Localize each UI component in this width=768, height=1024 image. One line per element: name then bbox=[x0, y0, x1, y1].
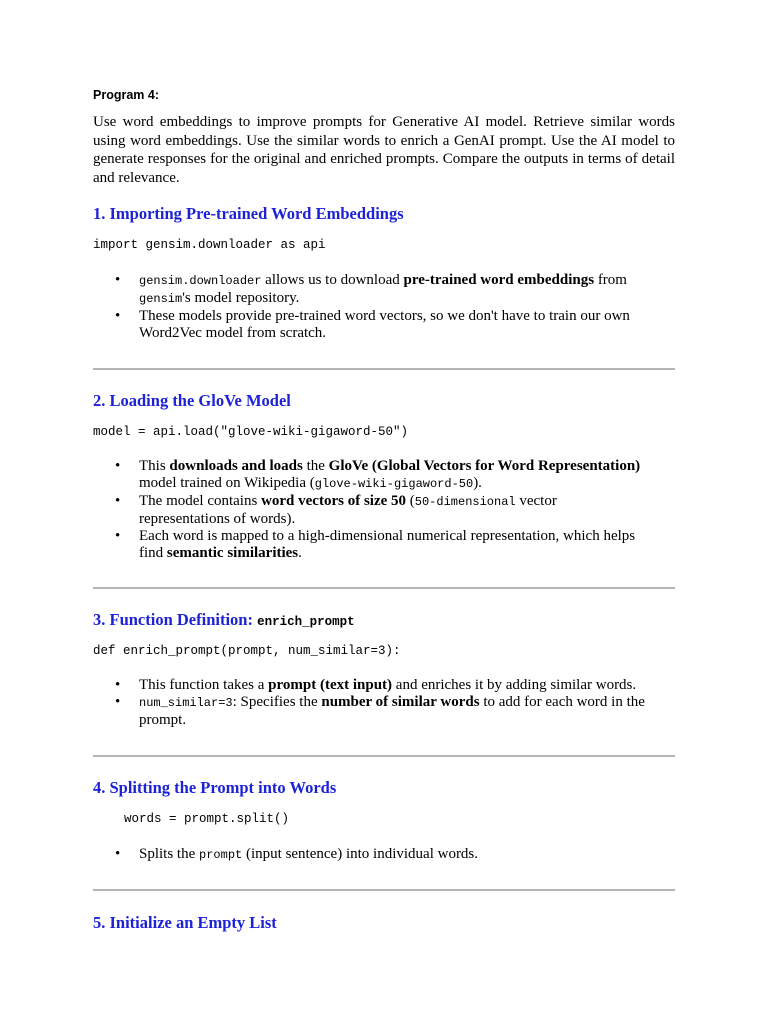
divider bbox=[93, 889, 675, 891]
section-2-code: model = api.load("glove-wiki-gigaword-50") bbox=[93, 425, 409, 439]
bold-text: GloVe (Global Vectors for Word Representation) bbox=[328, 458, 641, 474]
bold-text: pre-trained word embeddings bbox=[403, 272, 595, 288]
text-run: from bbox=[594, 272, 627, 288]
bullet-icon: • bbox=[115, 677, 121, 693]
section-4-heading: 4. Splitting the Prompt into Words bbox=[93, 778, 337, 797]
section-5-heading: 5. Initialize an Empty List bbox=[93, 913, 277, 932]
bold-text: downloads and loads bbox=[169, 458, 303, 474]
bullet-item bbox=[93, 308, 649, 342]
section-2-bullets bbox=[93, 458, 675, 562]
bold-text: semantic similarities bbox=[166, 545, 299, 561]
text-run: Splits the bbox=[139, 846, 200, 862]
bold-text: word vectors of size 50 bbox=[261, 493, 407, 509]
bullet-item bbox=[93, 458, 649, 493]
section-2-heading: 2. Loading the GloVe Model bbox=[93, 391, 291, 410]
inline-code: 50-dimensional bbox=[414, 495, 516, 509]
section-4-code: words = prompt.split() bbox=[124, 812, 290, 826]
bullet-item bbox=[93, 846, 649, 864]
section-1-heading: 1. Importing Pre-trained Word Embeddings bbox=[93, 204, 404, 223]
divider bbox=[93, 587, 675, 589]
text-run: the bbox=[302, 458, 329, 474]
section-3-heading bbox=[93, 610, 355, 630]
section-3-heading-code: enrich_prompt bbox=[257, 615, 355, 629]
inline-code: num_similar=3 bbox=[139, 696, 233, 710]
bullet-item bbox=[93, 528, 649, 562]
text-run: : Specifies the bbox=[232, 694, 322, 710]
text-run: vector representations of words). bbox=[139, 493, 557, 527]
bullet-item bbox=[93, 493, 649, 528]
text-run: to add for each word in the prompt. bbox=[139, 694, 645, 728]
bullet-item bbox=[93, 694, 649, 729]
bullet-item bbox=[93, 677, 649, 694]
text-run: (input sentence) into individual words. bbox=[242, 846, 479, 862]
section-3-code: def enrich_prompt(prompt, num_similar=3): bbox=[93, 644, 401, 658]
inline-code: gensim.downloader bbox=[139, 274, 262, 288]
bullet-icon: • bbox=[115, 272, 121, 288]
divider bbox=[93, 755, 675, 757]
bullet-item bbox=[93, 272, 649, 308]
text-run: The model contains bbox=[139, 493, 262, 509]
text-run: This function takes a bbox=[139, 677, 269, 693]
text-run: model trained on Wikipedia ( bbox=[139, 475, 315, 491]
section-1-bullets bbox=[93, 272, 675, 342]
bullet-icon: • bbox=[115, 694, 121, 710]
text-run: ( bbox=[406, 493, 415, 509]
section-3-heading-text: 3. Function Definition: bbox=[93, 610, 258, 629]
bold-text: prompt (text input) bbox=[268, 677, 393, 693]
section-1-code: import gensim.downloader as api bbox=[93, 238, 326, 252]
bullet-icon: • bbox=[115, 308, 121, 324]
text-run: . bbox=[298, 545, 302, 561]
text-run: and enriches it by adding similar words. bbox=[392, 677, 637, 693]
text-run: 's model repository. bbox=[182, 290, 300, 306]
text-run: This bbox=[139, 458, 170, 474]
intro-paragraph: Use word embeddings to improve prompts for Generative AI model. Retrieve similar words using word embeddings. Use the similar words to enrich a GenAI prompt. Use the AI model to generate responses for the original and enriched prompts. Compare the outputs in terms of detail and relevance. bbox=[93, 114, 675, 186]
text-run: allows us to download bbox=[261, 272, 404, 288]
bullet-icon: • bbox=[115, 846, 121, 862]
program-label: Program 4: bbox=[93, 88, 159, 102]
text-run: Each word is mapped to a high-dimensional numerical representation, which helps find bbox=[139, 528, 636, 561]
inline-code: gensim bbox=[139, 292, 183, 306]
inline-code: prompt bbox=[199, 848, 243, 862]
section-4-bullets bbox=[93, 846, 675, 864]
section-3-bullets bbox=[93, 677, 675, 729]
divider bbox=[93, 368, 675, 370]
bold-text: number of similar words bbox=[321, 694, 480, 710]
bullet-icon: • bbox=[115, 493, 121, 509]
inline-code: glove-wiki-gigaword-50 bbox=[314, 477, 474, 491]
text-run: ). bbox=[473, 475, 482, 491]
text-run: These models provide pre-trained word vectors, so we don't have to train our own Word2Vec model from scratch. bbox=[139, 308, 630, 341]
bullet-icon: • bbox=[115, 458, 121, 474]
bullet-icon: • bbox=[115, 528, 121, 544]
